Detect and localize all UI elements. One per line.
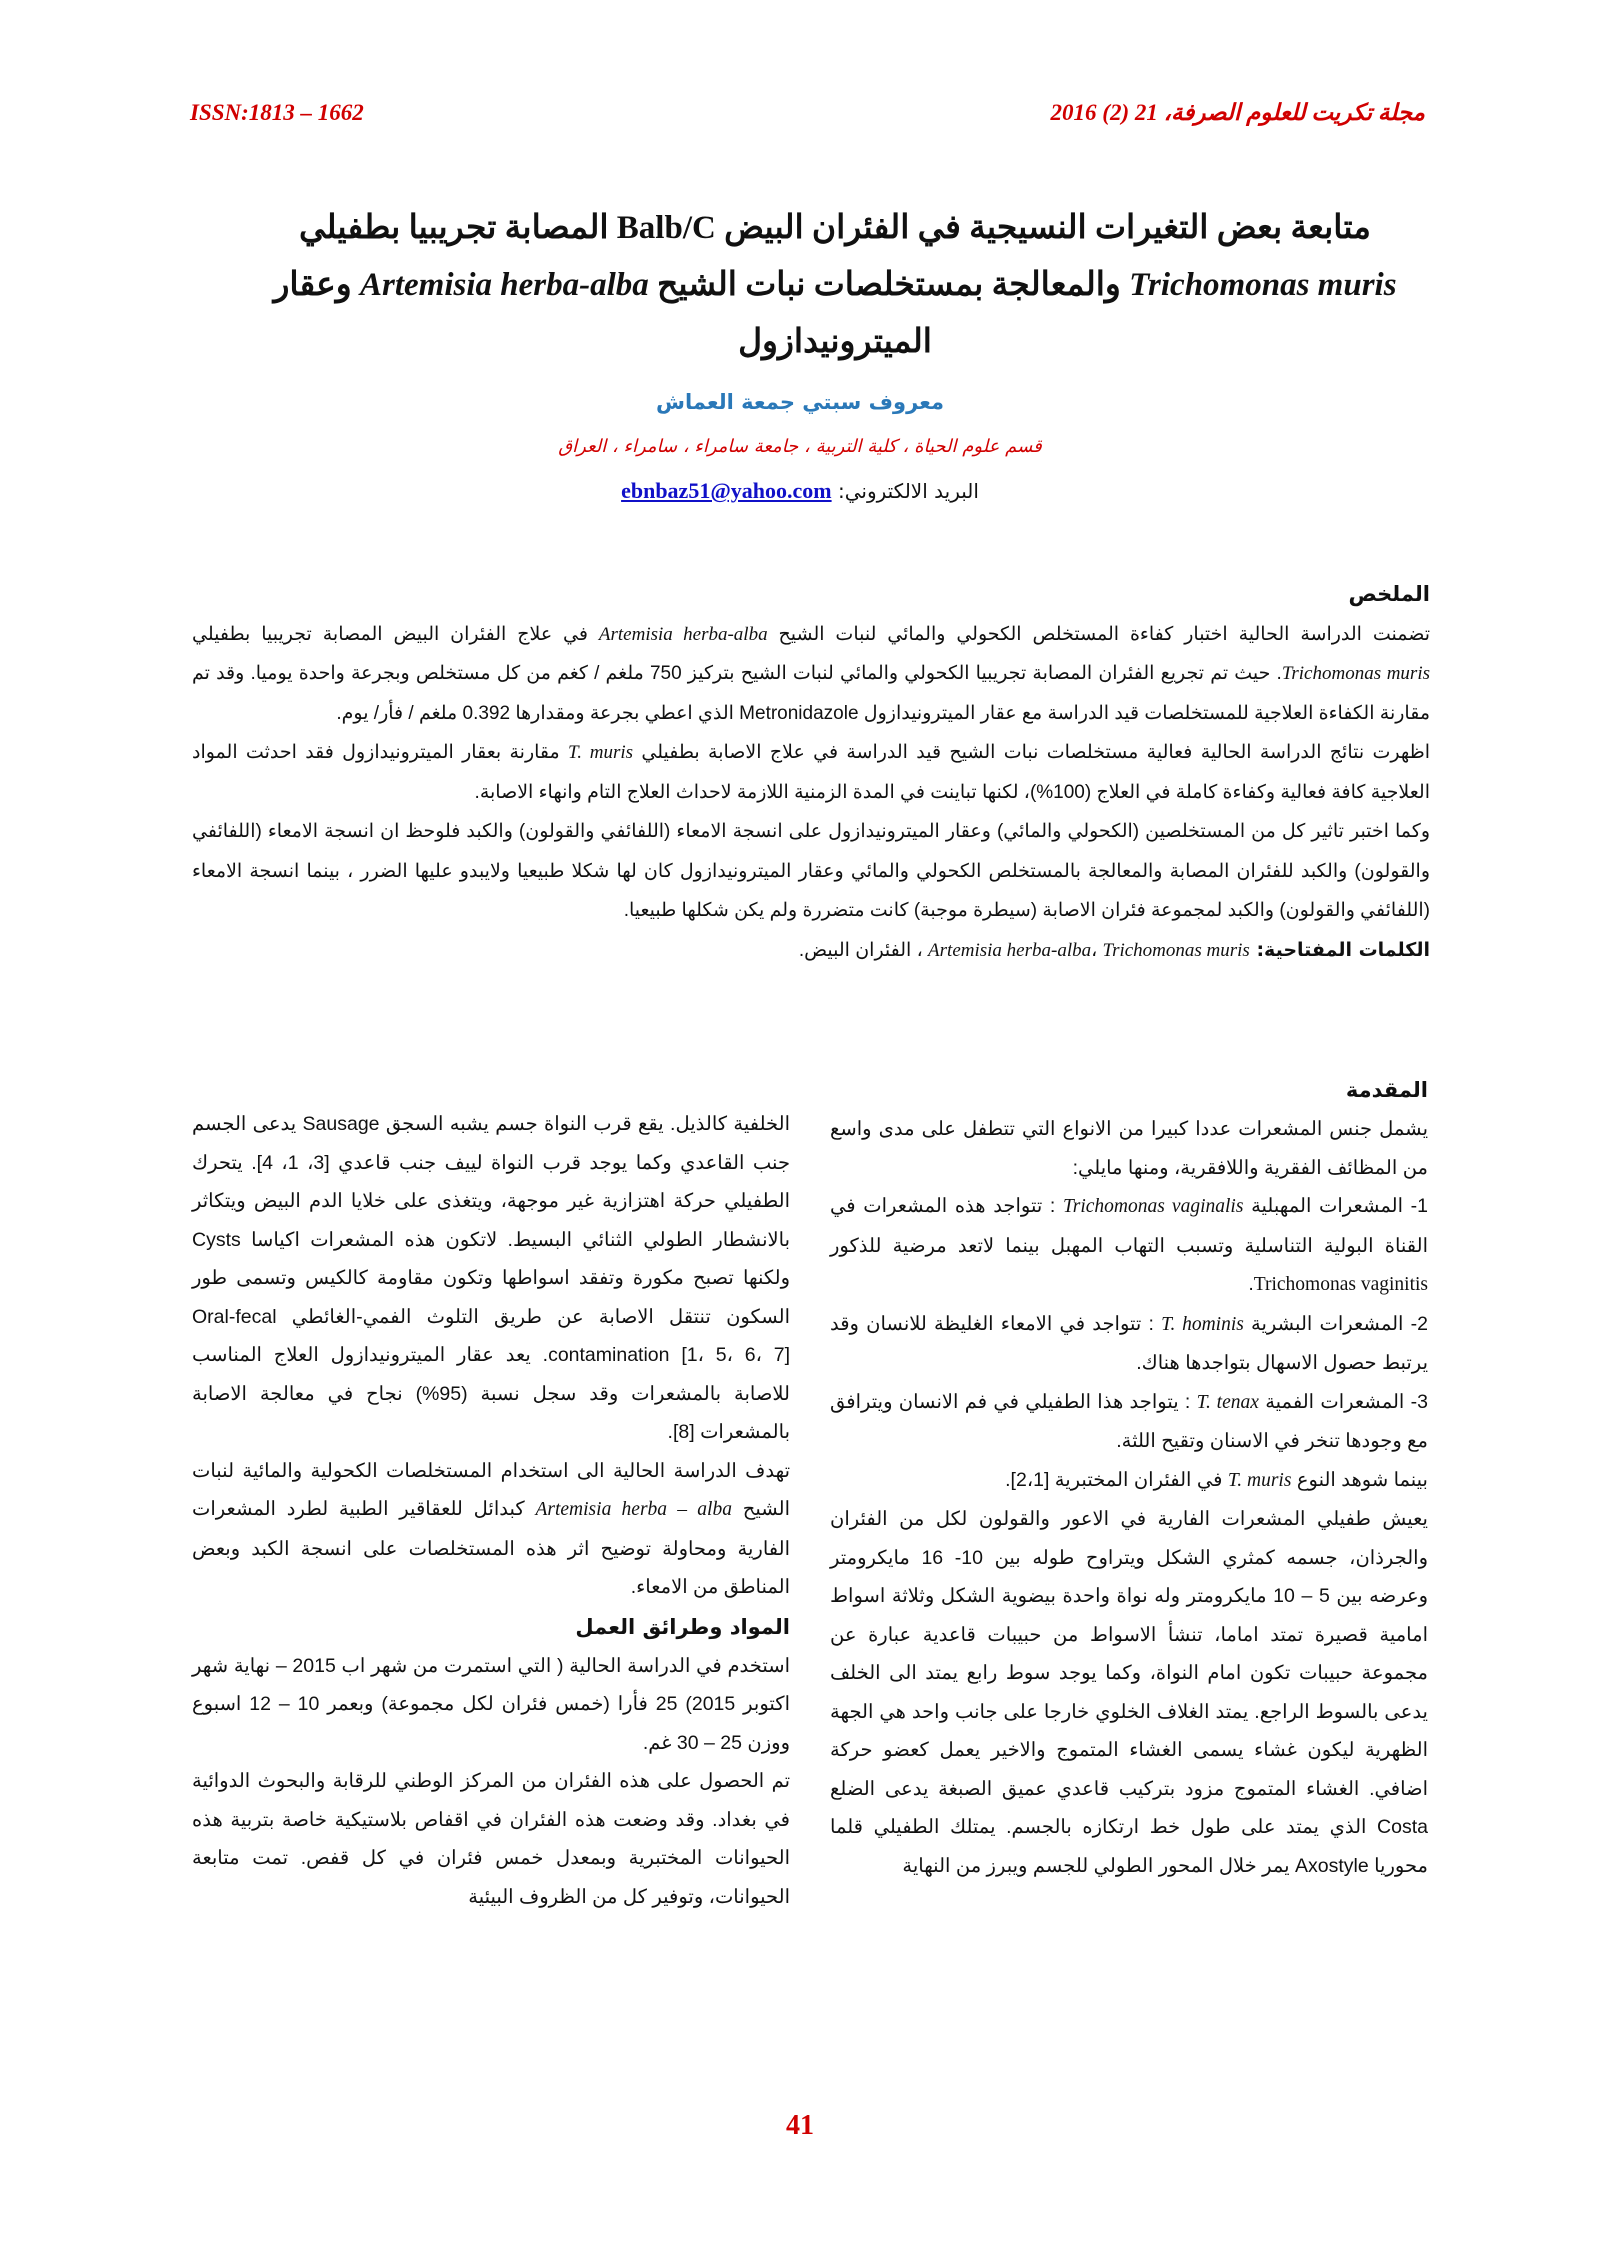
text: 1- المشعرات المهبلية xyxy=(1243,1195,1428,1217)
title-strain: Balb/C xyxy=(616,210,716,246)
list-item xyxy=(830,1305,1428,1383)
species-name: Artemisia herba-alba xyxy=(598,623,768,645)
intro-paragraph: يشمل جنس المشعرات عددا كبيرا من الانواع التي تتطفل على مدى واسع من المظائف الفقرية واللافقرية، ومنها مايلي: xyxy=(830,1118,1428,1179)
intro-paragraph xyxy=(192,1452,790,1607)
text: في الفئران المختبرية [2،1]. xyxy=(1005,1468,1228,1491)
species-name: T. muris xyxy=(1227,1469,1292,1491)
title-text: وعقار xyxy=(273,267,360,303)
text: اظهرت نتائج الدراسة الحالية فعالية مستخلصات نبات الشيح قيد الدراسة في علاج الاصابة بطفيلي xyxy=(633,742,1431,763)
title-text: متابعة بعض التغيرات النسيجية في الفئران البيض xyxy=(715,210,1371,246)
separator: ، xyxy=(1091,939,1103,961)
separator: ، xyxy=(911,939,929,961)
keywords-label: الكلمات المفتاحية: xyxy=(1249,938,1430,961)
keyword: الفئران البيض. xyxy=(798,939,912,961)
email-label: البريد الالكتروني: xyxy=(831,479,979,503)
abstract-paragraph xyxy=(192,615,1430,734)
abstract-heading: الملخص xyxy=(1348,582,1430,606)
text: بينما شوهد النوع xyxy=(1291,1468,1428,1491)
text: 3- المشعرات الفمية xyxy=(1258,1390,1428,1413)
text: تهدف الدراسة الحالية الى استخدام المستخلصات الكحولية والمائية لنبات الشيح xyxy=(192,1459,791,1520)
issn-label: ISSN:1813 – 1662 xyxy=(190,100,364,125)
column-right xyxy=(830,1070,1428,1885)
email-link[interactable]: ebnbaz51@yahoo.com xyxy=(621,478,832,503)
intro-paragraph: يعيش طفيلي المشعرات الفارية في الاعور والقولون لكل من الفئران والجرذان، جسمه كمثري الشكل ويتراوح طوله بين 10- 16 مايكرومتر وعرضه بين 5 – 10 مايكرومتر وله نواة واحدة بيضوية الشكل وثلاثة اسواط امامية قصيرة تمتد اماما، تنشأ الاسواط من حبيبات قاعدية عبارة عن مجموعة حبيبات تكون امام النواة، وكما يوجد سوط رابع يمتد الى الخلف يدعى بالسوط الراجع. يمتد الغلاف الخلوي خارجا على جانب واحد هي الجهة الظهرية ليكون غشاء يسمى الغشاء المتموج والاخير يعمل كعضو حركة اضافي. الغشاء المتموج مزود بتركيب قاعدي عميق الصبغة يدعى الضلع Costa الذي يمتد على طول خط ارتكازه بالجسم. يمتلك الطفيلي قلما محوريا Axostyle يمر خلال المحور الطولي للجسم ويبرز من النهاية xyxy=(830,1508,1429,1877)
species-name: T. muris xyxy=(568,742,634,763)
keyword: Artemisia herba-alba xyxy=(928,939,1092,961)
text: تضمنت الدراسة الحالية اختبار كفاءة المستخلص الكحولي والمائي لنبات الشيح xyxy=(767,623,1430,645)
title-species: Artemisia herba-alba xyxy=(360,267,649,303)
list-item xyxy=(830,1383,1428,1461)
keyword: Trichomonas muris xyxy=(1102,939,1250,961)
text: 2- المشعرات البشرية xyxy=(1243,1312,1429,1335)
list-item xyxy=(830,1187,1428,1305)
abstract-section xyxy=(192,575,1430,970)
title-line-3: الميترونيدازول xyxy=(738,324,932,360)
methods-heading: المواد وطرائق العمل xyxy=(575,1614,790,1639)
text: . حيث تم تجريع الفئران المصابة تجريبيا الكحولي والمائي لنبات الشيح بتركيز 750 ملغم / كغم من كل مستخلص وبجرعة واحدة يوميا. وقد تم مقارنة الكفاءة العلاجية للمستخلصات قيد الدراسة مع عقار الميترونيدازول Metronidazole الذي اعطي بجرعة ومقدارها 0.392 ملغم / فأر/ يوم. xyxy=(192,663,1430,724)
title-line-1 xyxy=(270,200,1400,257)
abstract-paragraph: وكما اختبر تاثير كل من المستخلصين (الكحولي والمائي) وعقار الميترونيدازول على انسجة الامعاء (اللفائفي والقولون) والكبد فلوحظ ان انسجة الامعاء (اللفائفي والقولون) والكبد للفئران المصابة والمعالجة بالمستخلص الكحولي والمائي وعقار الميترونيدازول كان لها شكلا طبيعيا ولايبدو عليها الضرر ، بينما انسجة الامعاء (اللفائفي والقولون) والكبد لمجموعة فئران الاصابة (سيطرة موجبة) كانت متضررة ولم يكن شكلها طبيعيا. xyxy=(192,821,1430,921)
intro-heading: المقدمة xyxy=(1345,1078,1428,1102)
keywords xyxy=(192,931,1430,971)
text: في علاج الفئران البيض المصابة تجريبيا بطفيلي xyxy=(192,623,599,645)
title-line-2 xyxy=(270,257,1400,314)
text: : تتواجد هذه المشعرات في القناة البولية التناسلية وتسبب التهاب المهبل بينما لاتعد مرضية للذكور xyxy=(830,1195,1428,1257)
species-name: T. tenax xyxy=(1196,1391,1259,1413)
text: : يتواجد هذا الطفيلي في فم الانسان ويترافق مع وجودها تنخر في الاسنان وتقيح اللثة. xyxy=(830,1390,1428,1452)
methods-paragraph: تم الحصول على هذه الفئران من المركز الوطني للرقابة والبحوث الدوائية في بغداد. وقد وضعت هذه الفئران في اقفاص بلاستيكية خاصة بتربية هذه الحيوانات المختبرية وبمعدل خمس فئران في كل قفص. تمت متابعة الحيوانات، وتوفير كل من الظروف البيئية xyxy=(192,1770,790,1908)
author-name: معروف سبتي جمعة العماش xyxy=(655,390,945,414)
text: كبدائل للعقاقير الطبية لطرد المشعرات الفارية ومحاولة توضيح اثر هذه المستخلصات على انسجة الكبد وبعض المناطق من الامعاء. xyxy=(192,1498,790,1598)
journal-citation: مجلة تكريت للعلوم الصرفة، 21 (2) 2016 xyxy=(1050,100,1425,125)
column-left xyxy=(192,1105,790,1916)
species-name: Artemisia herba – alba xyxy=(535,1499,732,1520)
affiliation: قسم علوم الحياة ، كلية التربية ، جامعة سامراء ، سامراء ، العراق xyxy=(558,436,1042,457)
intro-paragraph: الخلفية كالذيل. يقع قرب النواة جسم يشبه السجق Sausage يدعى الجسم جنب القاعدي وكما يوجد قرب النواة لييف جنب قاعدي [3، 1، 4]. يتحرك الطفيلي حركة اهتزازية غير موجهة، ويتغذى على خلايا الدم البيض ويتكاثر بالانشطار الطولي الثنائي البسيط. لاتكون هذه المشعرات اكياسا Cysts ولكنها تصبح مكورة وتفقد اسواطها وتكون مقاومة كالكيس وتسمى طور السكون تنتقل الاصابة عن طريق التلوث الفمي-الغائطي Oral-fecal contamination [1، 5، 6، 7]. يعد عقار الميترونيدازول العلاج المناسب للاصابة بالمشعرات وقد سجل نسبة (95%) نجاح في معالجة الاصابة بالمشعرات [8]. xyxy=(192,1113,791,1443)
species-name: T. hominis xyxy=(1161,1313,1244,1335)
page-number: 41 xyxy=(786,2110,814,2141)
methods-paragraph: استخدم في الدراسة الحالية ( التي استمرت من شهر اب 2015 – نهاية شهر اكتوبر 2015) 25 فأرا (خمس فئران لكل مجموعة) وبعمر 10 – 12 اسبوع ووزن 25 – 30 غم. xyxy=(192,1654,790,1754)
running-header xyxy=(190,100,1425,130)
species-name: Trichomonas muris xyxy=(1281,663,1430,684)
email-line xyxy=(0,478,1600,504)
title-text: والمعالجة بمستخلصات نبات الشيح xyxy=(648,267,1130,303)
text: مقارنة بعقار الميترونيدازول فقد احدثت المواد العلاجية كافة فعالية وكفاءة كاملة في العلاج (100%)، لكنها تباينت في المدة الزمنية اللازمة لاحداث العلاج التام وانهاء الاصابة. xyxy=(192,742,1430,803)
abstract-paragraph xyxy=(192,733,1430,812)
text: : تتواجد في الامعاء الغليظة للانسان وقد يرتبط حصول الاسهال بتواجدها هناك. xyxy=(830,1312,1428,1374)
species-name: Trichomonas vaginitis xyxy=(1253,1274,1428,1295)
text: . xyxy=(1248,1273,1254,1295)
title-species: Trichomonas muris xyxy=(1129,267,1397,303)
paper-title xyxy=(270,200,1400,371)
intro-paragraph xyxy=(830,1461,1428,1501)
title-text: المصابة تجريبيا بطفيلي xyxy=(299,210,617,246)
species-name: Trichomonas vaginalis xyxy=(1062,1196,1244,1217)
